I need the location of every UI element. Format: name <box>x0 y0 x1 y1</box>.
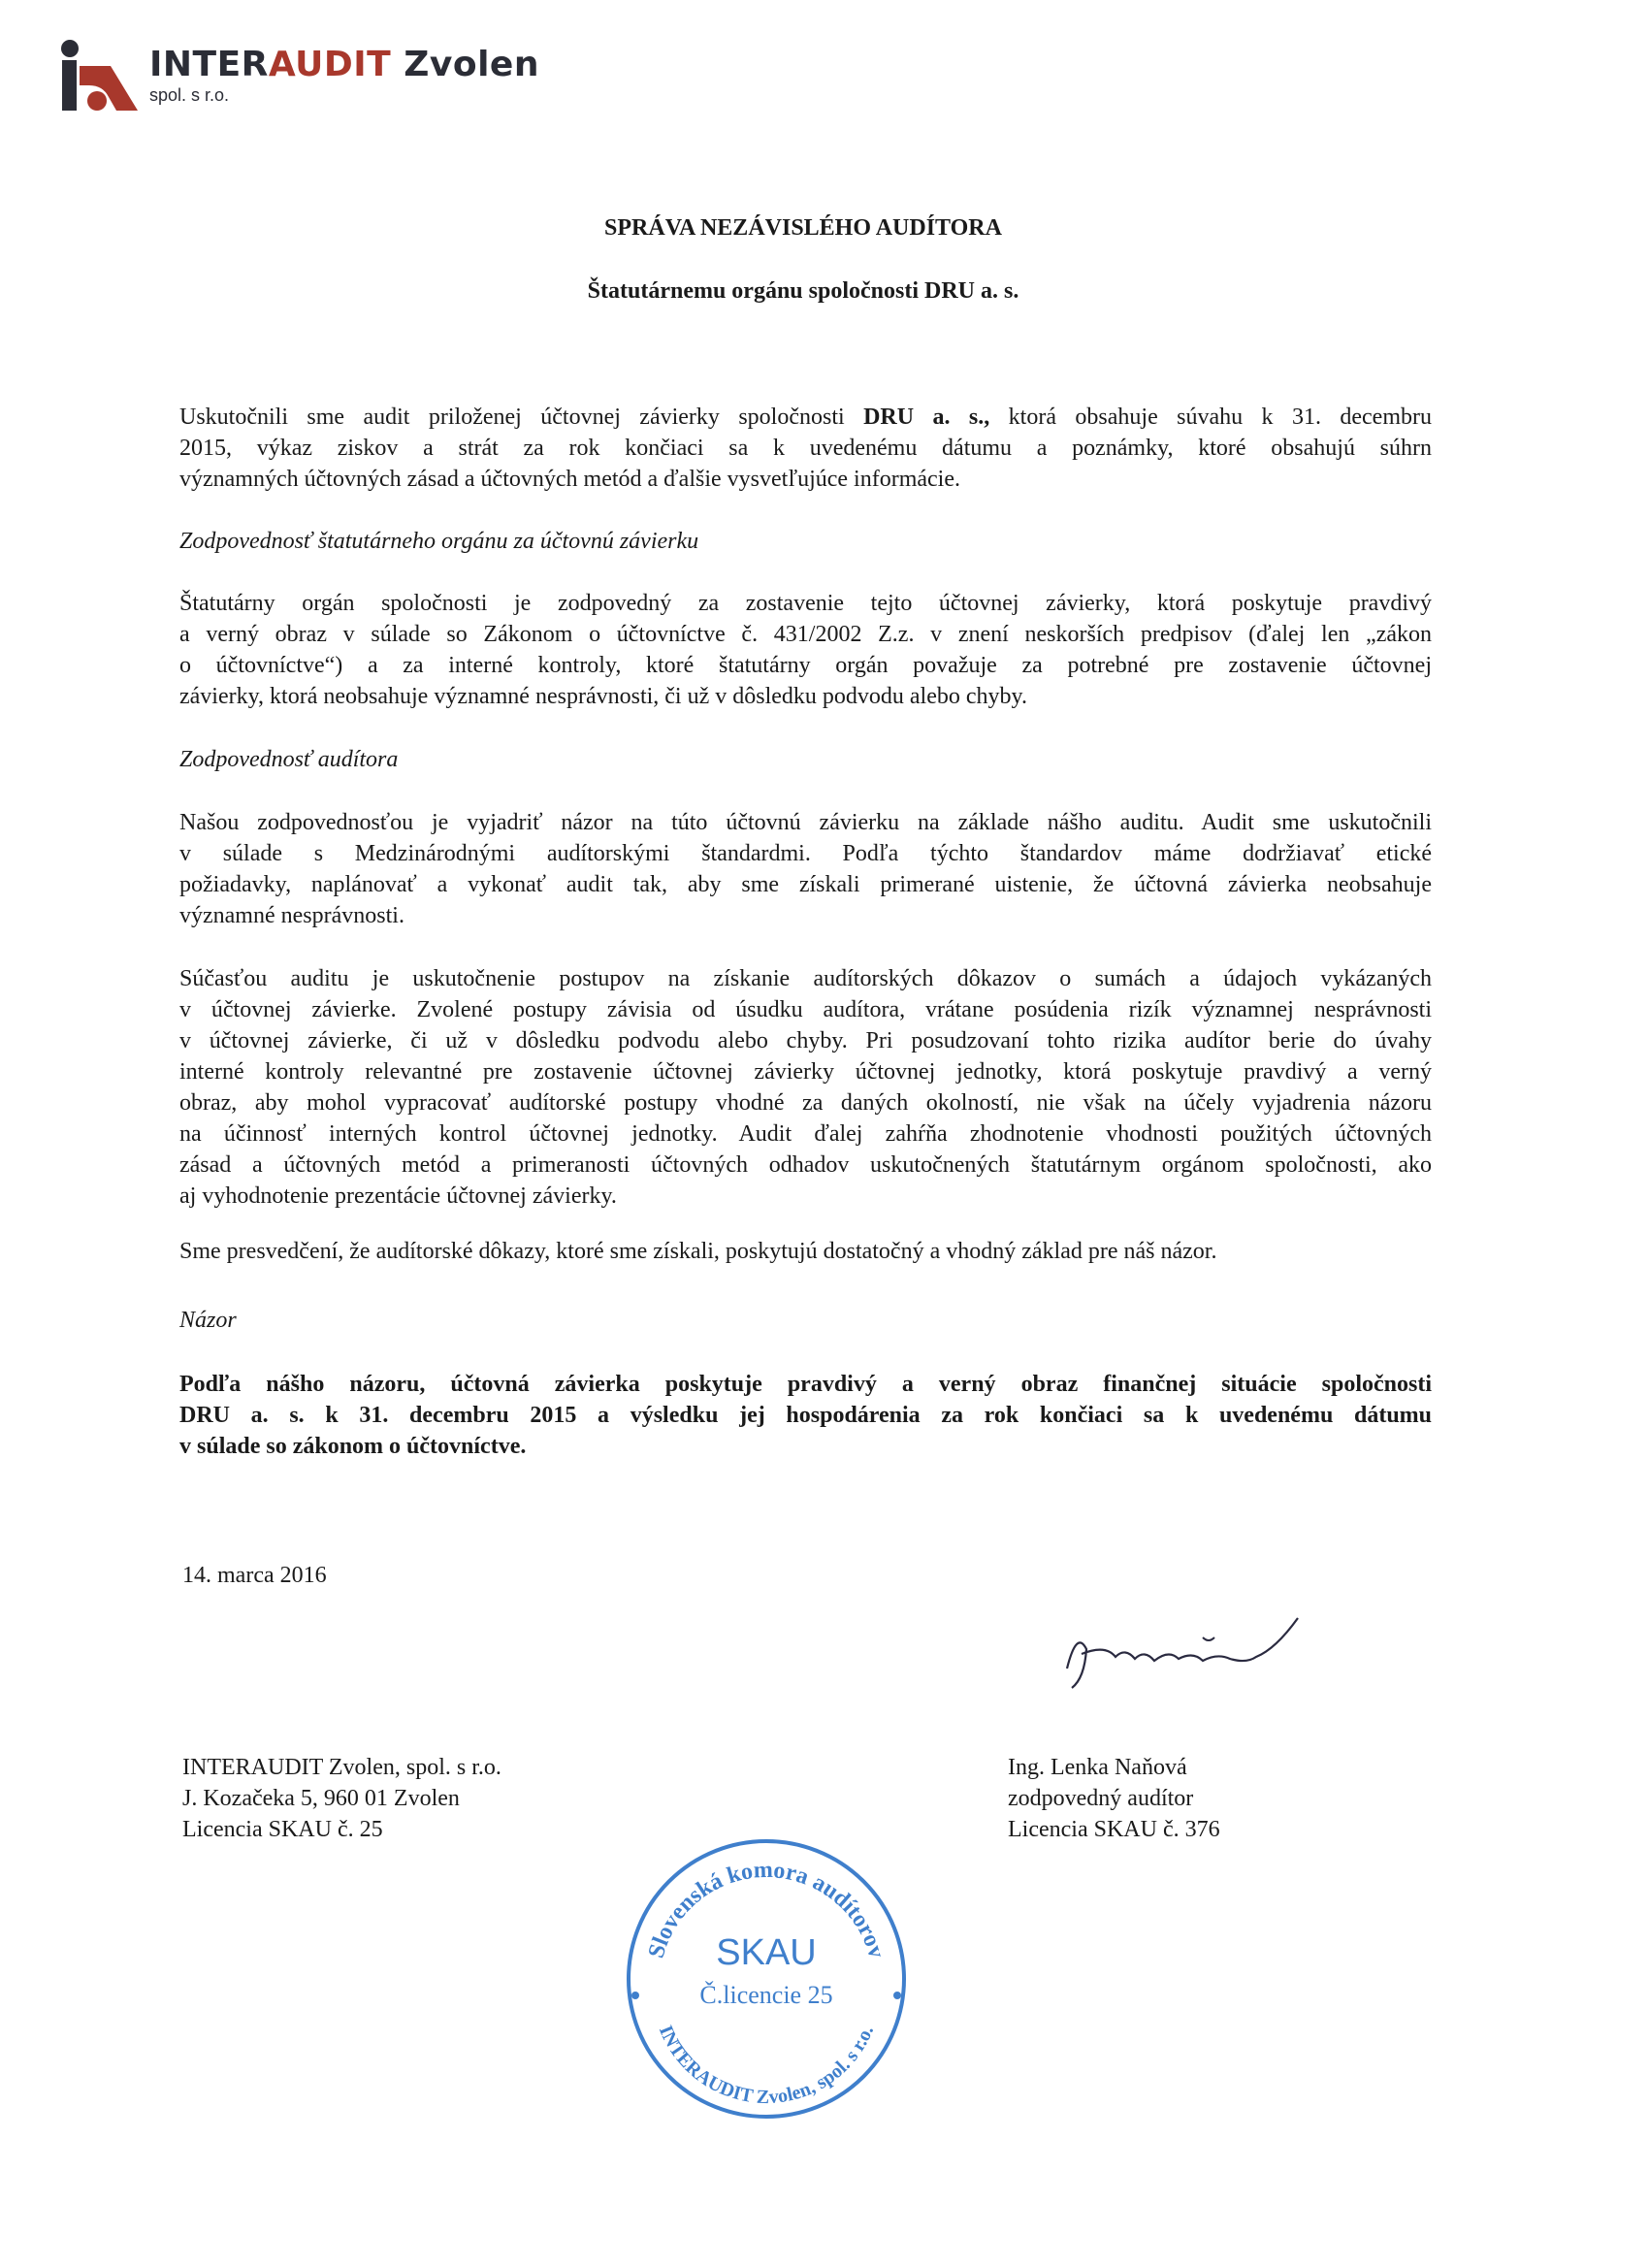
text-line: interné kontroly relevantné pre zostavenie účtovnej závierky účtovnej jednotky, ktorá poskytuje pravdivý a verný <box>179 1059 1432 1085</box>
text-line: na účinnosť interných kontrol účtovnej jednotky. Audit ďalej zahŕňa zhodnotenie vhodnosti použitých účtovných <box>179 1121 1432 1147</box>
logo-name: INTERAUDIT Zvolen <box>149 45 539 84</box>
firm-license: Licencia SKAU č. 25 <box>182 1817 383 1842</box>
handwritten-signature <box>1057 1610 1319 1698</box>
auditor-role: zodpovedný audítor <box>1008 1786 1194 1811</box>
text-line: o účtovníctve“) a za interné kontroly, ktoré štatutárny orgán považuje za potrebné pre zostavenie účtovnej <box>179 653 1432 678</box>
firm-name: INTERAUDIT Zvolen, spol. s r.o. <box>182 1755 501 1780</box>
auditor-signature-block <box>1008 1752 1220 1845</box>
stamp-dot <box>893 1992 901 1999</box>
official-stamp <box>616 1829 917 2129</box>
text-line: Podľa nášho názoru, účtovná závierka poskytuje pravdivý a verný obraz finančnej situácie spoločnosti <box>179 1372 1432 1397</box>
svg-text:INTERAUDIT Zvolen, spol. s r.o <box>655 2023 878 2108</box>
company-logo <box>60 37 539 114</box>
stamp-bottom-text: INTERAUDIT Zvolen, spol. s r.o. <box>654 2023 879 2109</box>
auditor-license: Licencia SKAU č. 376 <box>1008 1817 1220 1842</box>
text-line: v súlade s Medzinárodnými audítorskými štandardmi. Podľa týchto štandardov máme dodržiavať etické <box>179 841 1432 866</box>
auditor-name: Ing. Lenka Naňová <box>1008 1755 1187 1780</box>
text-line: závierky, ktorá neobsahuje významné nesprávnosti, či už v dôsledku podvodu alebo chyby. <box>179 684 1027 709</box>
text-line: Našou zodpovednosťou je vyjadriť názor na túto účtovnú závierku na základe nášho auditu. Audit sme uskutočnili <box>179 810 1432 835</box>
report-date: 14. marca 2016 <box>182 1563 327 1588</box>
paragraph-auditor <box>179 807 1432 931</box>
text-line: DRU a. s. k 31. decembru 2015 a výsledku jej hospodárenia za rok končiaci sa k uvedenému dátumu <box>179 1403 1432 1428</box>
text-line: zásad a účtovných metód a primeranosti účtovných odhadov uskutočnených štatutárnym orgánom spoločnosti, ako <box>179 1152 1432 1178</box>
firm-signature-block <box>182 1752 501 1845</box>
stamp-top-text: Slovenská komora audítorov <box>643 1857 889 1961</box>
logo-subtitle: spol. s r.o. <box>149 85 230 105</box>
text-line: a verný obraz v súlade so Zákonom o účtovníctve č. 431/2002 Z.z. v znení neskorších predpisov (ďalej len „zákon <box>179 622 1432 647</box>
document-title: SPRÁVA NEZÁVISLÉHO AUDÍTORA <box>604 215 1002 241</box>
text-line: v súlade so zákonom o účtovníctve. <box>179 1434 527 1459</box>
text-line: významné nesprávnosti. <box>179 903 404 928</box>
text-line: Uskutočnili sme audit priloženej účtovnej závierky spoločnosti DRU a. s., ktorá obsahuje súvahu k 31. decembru <box>179 405 1432 430</box>
text-line: v účtovnej závierke, či už v dôsledku podvodu alebo chyby. Pri posudzovaní tohto rizika audítor berie do úvahy <box>179 1028 1432 1053</box>
paragraph-intro <box>179 402 1432 495</box>
text-line: v účtovnej závierke. Zvolené postupy závisia od úsudku audítora, vrátane posúdenia rizík významnej nesprávnosti <box>179 997 1432 1022</box>
stamp-center-text: SKAU <box>716 1932 817 1973</box>
text-line: aj vyhodnotenie prezentácie účtovnej závierky. <box>179 1183 617 1209</box>
text-line: Súčasťou auditu je uskutočnenie postupov na získanie audítorských dôkazov o sumách a údajoch vykázaných <box>179 966 1432 991</box>
firm-address: J. Kozačeka 5, 960 01 Zvolen <box>182 1786 460 1811</box>
text-line: významných účtovných zásad a účtovných metód a ďalšie vysvetľujúce informácie. <box>179 467 960 492</box>
text-line: 2015, výkaz ziskov a strát za rok končiaci sa k uvedenému dátumu a poznámky, ktoré obsahujú súhrn <box>179 436 1432 461</box>
text-line: obraz, aby mohol vypracovať audítorské postupy vhodné za daných okolností, nie však na účely vyjadrenia názoru <box>179 1090 1432 1116</box>
paragraph-evidence: Sme presvedčení, že audítorské dôkazy, ktoré sme získali, poskytujú dostatočný a vhodný základ pre náš názor. <box>179 1239 1217 1264</box>
section-heading-management: Zodpovednosť štatutárneho orgánu za účtovnú závierku <box>179 529 699 554</box>
paragraph-procedures <box>179 963 1432 1212</box>
stamp-license-text: Č.licencie 25 <box>699 1981 833 2009</box>
paragraph-opinion <box>179 1369 1432 1462</box>
document-addressee: Štatutárnemu orgánu spoločnosti DRU a. s. <box>587 278 1019 304</box>
paragraph-management <box>179 588 1432 712</box>
logo-mark-icon <box>60 37 147 114</box>
text-line: Štatutárny orgán spoločnosti je zodpovedný za zostavenie tejto účtovnej závierky, ktorá poskytuje pravdivý <box>179 591 1432 616</box>
section-heading-auditor: Zodpovednosť audítora <box>179 747 399 772</box>
stamp-dot <box>631 1992 639 1999</box>
section-heading-opinion: Názor <box>179 1308 237 1333</box>
text-line: požiadavky, naplánovať a vykonať audit tak, aby sme získali primerané uistenie, že účtovná závierka neobsahuje <box>179 872 1432 897</box>
